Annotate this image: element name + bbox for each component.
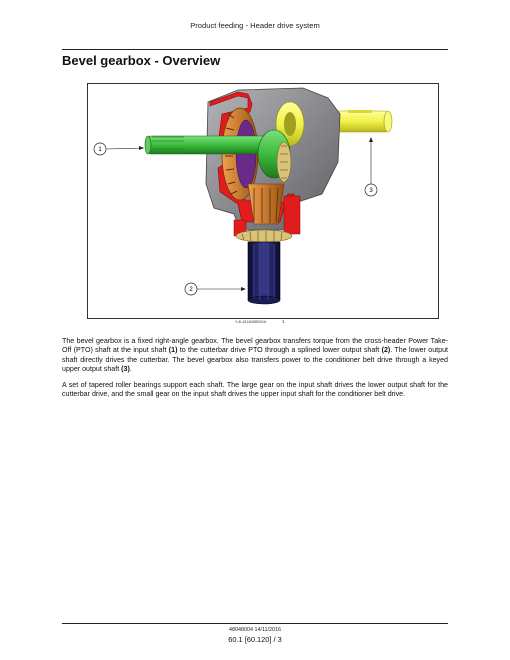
paragraph-2: A set of tapered roller bearings support each shaft. The large gear on the input shaft drives the lower output shaft for the cutterbar drive, and the small gear on the input shaft drives the upper input shaft for the conditioner belt drive.: [62, 381, 448, 399]
title-rule: [62, 49, 448, 50]
page-title: Bevel gearbox - Overview: [62, 53, 221, 68]
lower-output-shaft: [248, 242, 280, 304]
callout-3-label: 3: [369, 188, 373, 195]
paragraph-1-text-2: to the cutterbar drive PTO through a splined lower output shaft: [177, 346, 382, 355]
ref-lower-output-shaft: (2): [381, 346, 391, 355]
figure-frame: [87, 83, 439, 319]
callout-1: [94, 143, 144, 155]
footer-document-id: 48048004 14/11/2016: [228, 627, 282, 633]
ref-upper-output-shaft: (3): [121, 365, 130, 374]
paragraph-1-text-4: .: [129, 365, 132, 374]
callout-1-label: 1: [98, 147, 102, 154]
gearbox-illustration: [88, 84, 438, 318]
callout-2-label: 2: [189, 287, 193, 294]
callout-2: [185, 283, 246, 295]
ref-input-shaft: (1): [168, 346, 178, 355]
callout-3: [365, 137, 377, 196]
figure-reference-code: Y-4L1514006BGKA: [235, 320, 267, 324]
running-header: Product feeding - Header drive system: [190, 21, 320, 30]
paragraph-1: [62, 337, 448, 375]
paragraph-1-text-3: . The lower output shaft directly drives the cutterbar. The bevel gearbox also transfers power to the conditioner belt drive through a keyed upper output shaft: [62, 346, 448, 374]
upper-output-shaft: [336, 111, 388, 132]
paragraph-1-text-1: The bevel gearbox is a fixed right-angle gearbox. The bevel gearbox transfers torque from the cross-header Power Take-Off (PTO) shaft at the input shaft: [62, 337, 448, 355]
footer-rule: [62, 623, 448, 624]
footer-page-number: 60.1 [60.120] / 3: [228, 635, 282, 644]
figure-number: 1: [282, 319, 285, 324]
